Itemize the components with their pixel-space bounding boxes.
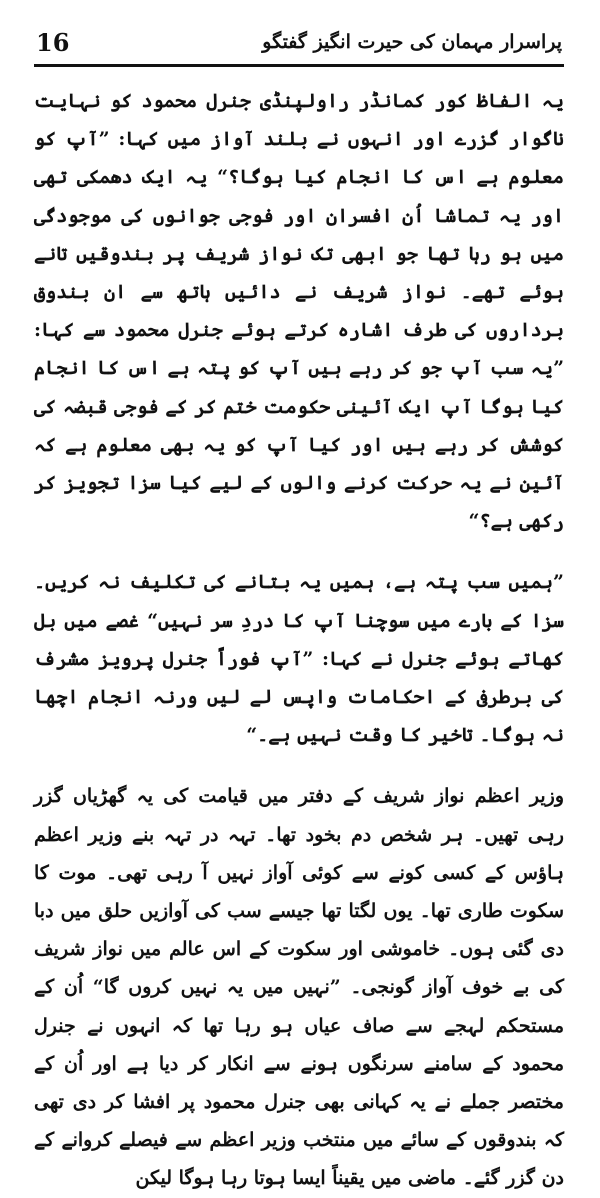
- page-header: [36, 22, 562, 62]
- paragraph: وزیر اعظم نواز شریف کے دفتر میں قیامت کی یہ گھڑیاں گزر رہی تھیں۔ ہر شخص دم بخود تھا۔ تہہ در تہہ بنے وزیر اعظم ہاؤس کے کسی کونے سے کوئی آواز نہیں آ رہی تھی۔ موت کا سکوت طاری تھا۔ یوں لگتا تھا جیسے سب کی آوازیں حلق میں دبا دی گئی ہوں۔ خاموشی اور سکوت کے اس عالم میں نواز شریف کی بے خوف آواز گونجی۔ ”نہیں میں یہ نہیں کروں گا“ اُن کے مستحکم لہجے سے صاف عیاں ہو رہا تھا کہ انہوں نے جنرل محمود کے سامنے سرنگوں ہونے سے انکار کر دیا ہے اور اُن کے مختصر جملے نے یہ کہانی بھی جنرل محمود پر افشا کر دی تھی کہ بندوقوں کے سائے میں منتخب وزیر اعظم سے فیصلے کروانے کے دن گزر گئے۔ ماضی میں یقیناً ایسا ہوتا رہا ہوگا لیکن: [34, 785, 564, 1190]
- body-text: [34, 82, 564, 1198]
- paragraph: ”ہمیں سب پتہ ہے، ہمیں یہ بتانے کی تکلیف نہ کریں۔ سزا کے بارے میں سوچنا آپ کا دردِ سر نہیں“ غصے میں بل کھاتے ہوئے جنرل نے کہا: ”آپ فوراً جنرل پرویز مشرف کی برطرفی کے احکامات واپس لے لیں ورنہ انجام اچھا نہ ہوگا۔ تاخیر کا وقت نہیں ہے۔“: [34, 571, 564, 747]
- paragraph: یہ الفاظ کور کمانڈر راولپنڈی جنرل محمود کو نہایت ناگوار گزرے اور انہوں نے بلند آواز میں کہا: ”آپ کو معلوم ہے اس کا انجام کیا ہوگا؟“ یہ ایک دھمکی تھی اور یہ تماشا اُن افسران اور فوجی جوانوں کی موجودگی میں ہو رہا تھا جو ابھی تک نواز شریف پر بندوقیں تانے ہوئے تھے۔ نواز شریف نے دائیں ہاتھ سے ان بندوق برداروں کی طرف اشارہ کرتے ہوئے جنرل محمود سے کہا: ”یہ سب آپ جو کر رہے ہیں آپ کو پتہ ہے اس کا انجام کیا ہوگا آپ ایک آئینی حکومت ختم کر کے فوجی قبضہ کی کوشش کر رہے ہیں اور کیا آپ کو یہ بھی معلوم ہے کہ آئین نے یہ حرکت کرنے والوں کے لیے کیا سزا تجویز کر رکھی ہے؟“: [34, 90, 564, 533]
- running-title: پراسرار مہمان کی حیرت انگیز گفتگو: [262, 31, 562, 53]
- header-rule: [34, 64, 564, 67]
- page-number: 16: [36, 27, 70, 57]
